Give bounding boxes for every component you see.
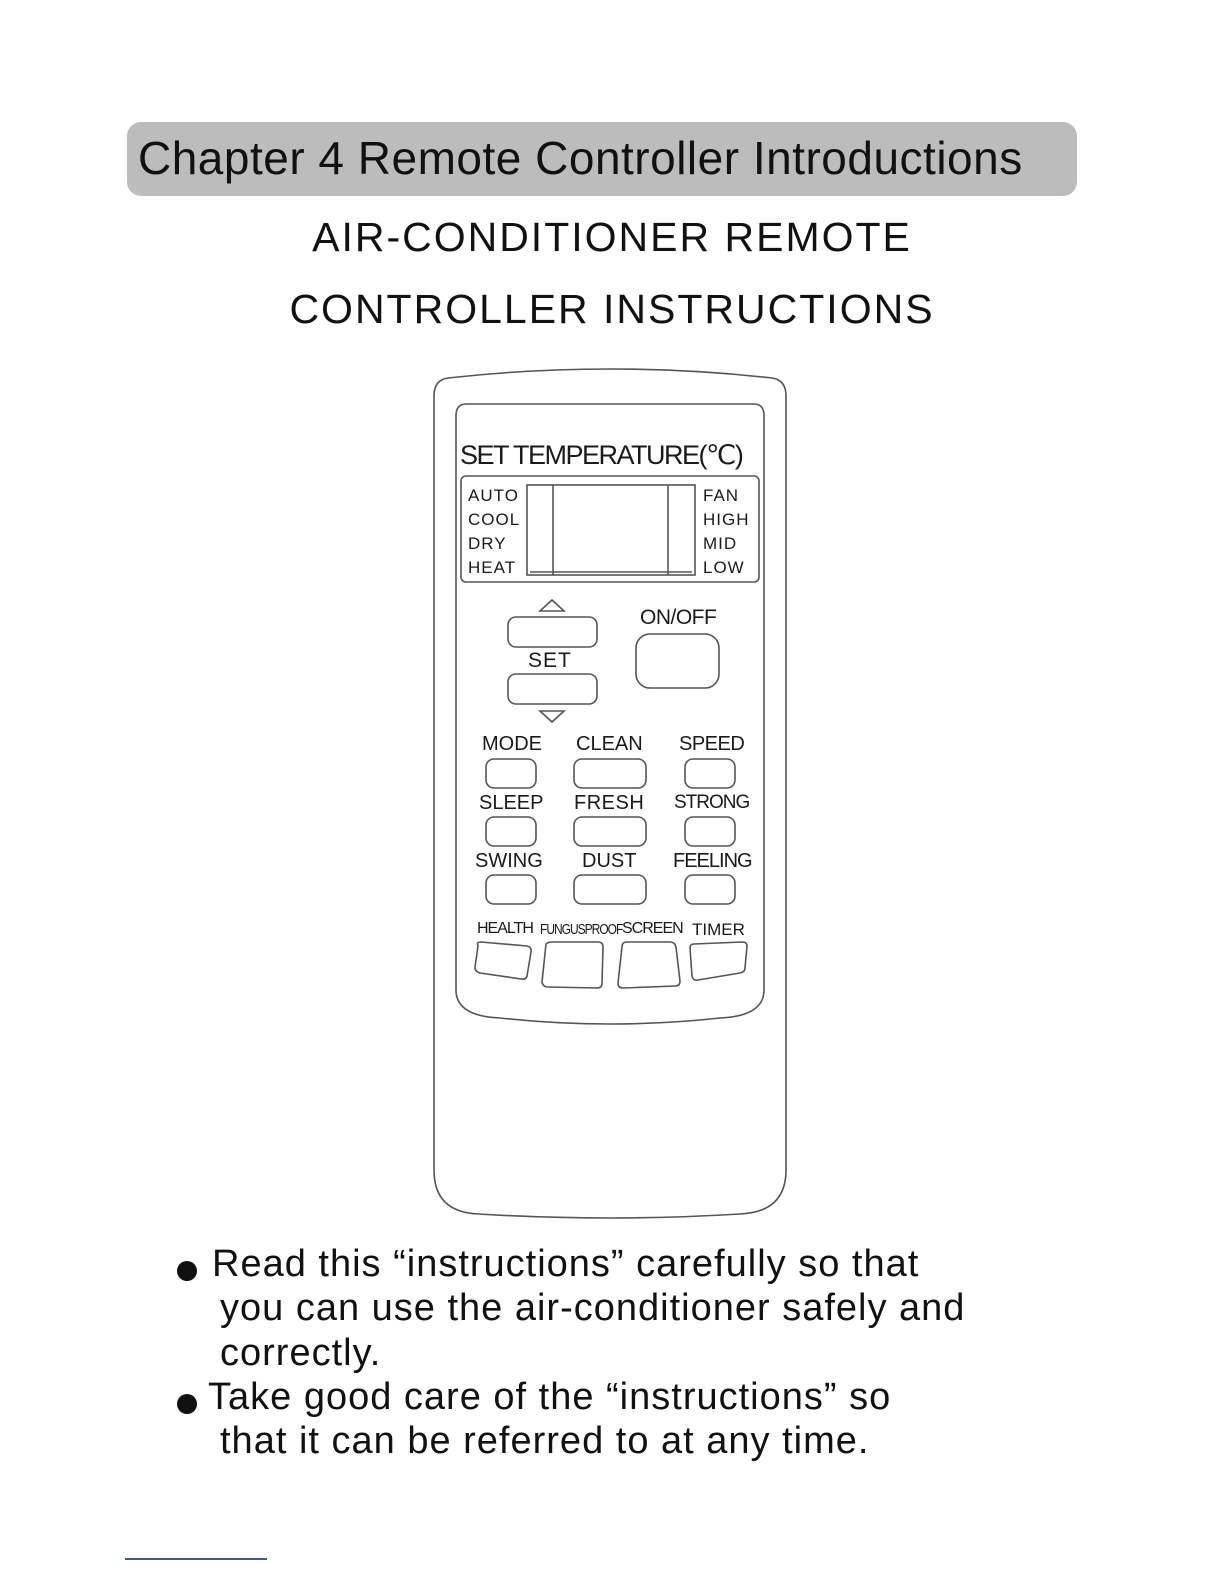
screen-label: SCREEN	[622, 920, 683, 937]
mode-auto-label: AUTO	[468, 486, 519, 505]
instruction-2-line-1: Take good care of the “instructions” so	[208, 1376, 892, 1418]
mode-heat-label: HEAT	[468, 558, 517, 577]
chapter-title: Chapter 4 Remote Controller Introductions	[138, 132, 1023, 184]
health-label: HEALTH	[477, 920, 533, 937]
set-up-button	[508, 617, 597, 647]
set-temperature-label: SET TEMPERATURE(℃)	[460, 440, 743, 470]
bullet-dot-icon	[177, 1261, 197, 1281]
mode-cool-label: COOL	[468, 510, 521, 529]
mode-dry-label: DRY	[468, 534, 507, 553]
fan-high-label: HIGH	[703, 510, 750, 529]
fan-low-label: LOW	[703, 558, 745, 577]
fresh-label: FRESH	[574, 792, 645, 814]
fan-label: FAN	[703, 486, 740, 505]
health-button	[475, 942, 531, 979]
instruction-1-line-3: correctly.	[220, 1332, 382, 1374]
timer-button	[690, 942, 747, 980]
strong-label: STRONG	[674, 792, 750, 813]
sleep-label: SLEEP	[479, 792, 544, 814]
document-title-line1: AIR-CONDITIONER REMOTE	[312, 214, 912, 260]
swing-label: SWING	[475, 850, 543, 872]
clean-label: CLEAN	[576, 733, 643, 755]
screen-button	[618, 942, 680, 988]
up-arrow-icon	[540, 600, 564, 611]
instruction-1-line-2: you can use the air-conditioner safely and	[220, 1287, 966, 1329]
on-off-button	[636, 634, 719, 688]
instruction-2-line-2: that it can be referred to at any time.	[220, 1420, 870, 1462]
down-arrow-icon	[540, 711, 564, 722]
set-label: SET	[528, 649, 572, 672]
fungusproof-button	[542, 942, 603, 988]
fungusproof-label: FUNGUSPROOF	[540, 920, 623, 938]
set-down-button	[508, 674, 597, 704]
footer-rule	[125, 1558, 267, 1560]
dust-label: DUST	[582, 850, 637, 872]
document-title-line2: CONTROLLER INSTRUCTIONS	[289, 286, 935, 332]
mode-label: MODE	[482, 733, 542, 755]
timer-label: TIMER	[692, 920, 745, 939]
bullet-dot-icon	[177, 1394, 197, 1414]
instruction-1-line-1: Read this “instructions” carefully so that	[212, 1243, 920, 1285]
fan-mid-label: MID	[703, 534, 738, 553]
speed-label: SPEED	[679, 733, 745, 755]
on-off-label: ON/OFF	[640, 606, 717, 629]
feeling-label: FEELING	[673, 850, 752, 872]
